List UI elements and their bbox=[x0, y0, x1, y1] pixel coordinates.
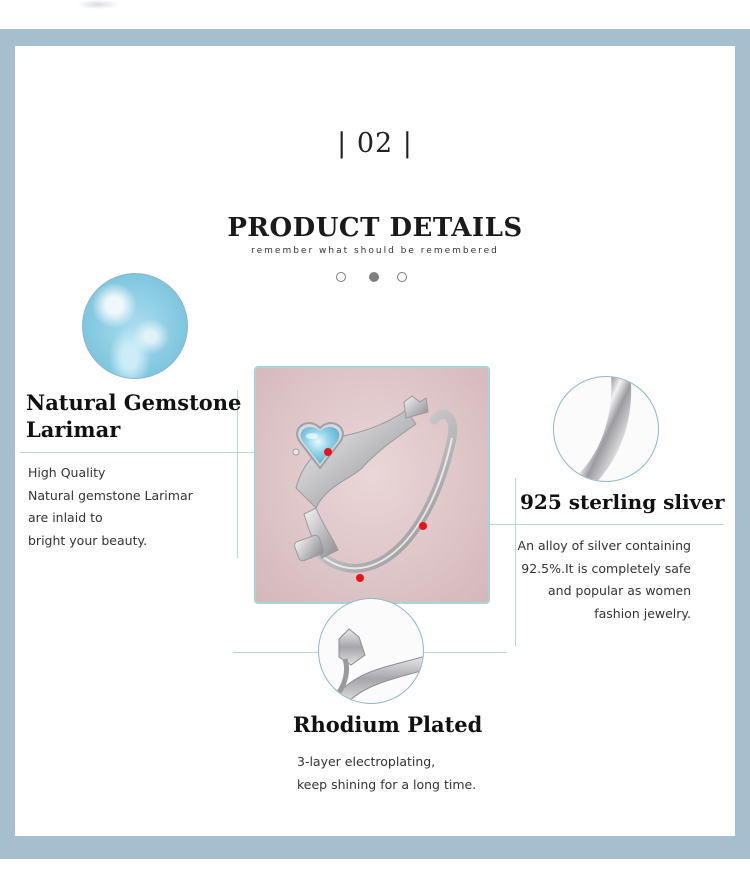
gemstone-marker-dot bbox=[324, 448, 332, 456]
gemstone-desc-line: High Quality bbox=[28, 465, 106, 480]
silver-desc-line: and popular as women bbox=[548, 583, 691, 598]
gemstone-title-line-2: Larimar bbox=[26, 417, 121, 442]
carousel-dot-3[interactable] bbox=[397, 272, 407, 282]
silver-feature-description bbox=[505, 535, 691, 625]
carousel-dot-2[interactable] bbox=[369, 272, 379, 282]
claddagh-ring-illustration bbox=[256, 368, 488, 602]
rhodium-marker-dot bbox=[356, 574, 364, 582]
rhodium-desc-line: keep shining for a long time. bbox=[297, 776, 477, 792]
rhodium-closeup-image bbox=[318, 598, 424, 704]
silver-band-illustration bbox=[554, 377, 659, 482]
gemstone-desc-line: are inlaid to bbox=[28, 510, 103, 525]
top-strip bbox=[0, 0, 750, 29]
gemstone-desc-line: bright your beauty. bbox=[28, 532, 148, 548]
rhodium-desc-line: 3-layer electroplating, bbox=[297, 754, 436, 769]
carousel-dots bbox=[336, 272, 416, 286]
gemstone-desc-line: Natural gemstone Larimar bbox=[28, 487, 193, 503]
silver-desc-line: An alloy of silver containing bbox=[517, 538, 691, 553]
carousel-dot-1[interactable] bbox=[336, 272, 346, 282]
rhodium-feature-description bbox=[297, 751, 517, 796]
page-subtitle: remember what should be remembered bbox=[251, 246, 499, 256]
rhodium-feature-title: Rhodium Plated bbox=[293, 712, 483, 737]
gemstone-feature-title bbox=[26, 389, 241, 443]
page-title: PRODUCT DETAILS bbox=[227, 213, 523, 243]
silver-band-closeup-image bbox=[553, 376, 659, 482]
previous-section-remnant bbox=[78, 0, 118, 9]
section-number: | 02 | bbox=[337, 128, 413, 159]
silver-desc-line: 92.5%.It is completely safe bbox=[521, 560, 691, 576]
silver-desc-line: fashion jewelry. bbox=[594, 605, 691, 621]
larimar-gemstone-image bbox=[82, 273, 188, 379]
gemstone-feature-description bbox=[28, 462, 228, 552]
silver-feature-title: 925 sterling sliver bbox=[520, 490, 725, 514]
silver-marker-dot bbox=[419, 522, 427, 530]
rhodium-band-illustration bbox=[319, 599, 424, 704]
ring-product-photo bbox=[254, 366, 490, 604]
gemstone-title-line-1: Natural Gemstone bbox=[26, 390, 242, 415]
